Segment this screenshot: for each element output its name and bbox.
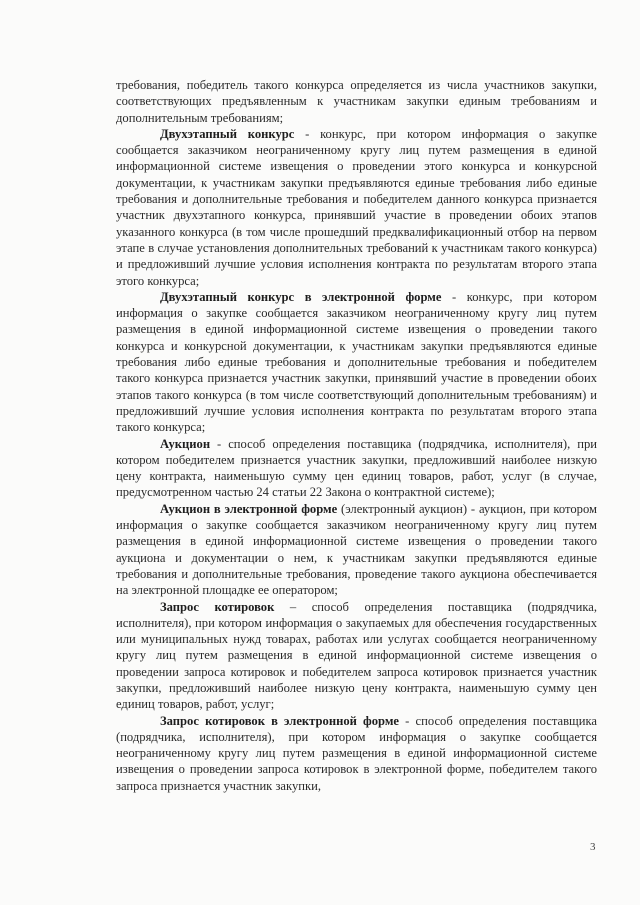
definition-text: - способ определения поставщика (подрядчика, исполнителя), при котором информация о закупке сообщается неограниченному кругу лиц путем размещения в единой информационной системе извещения о проведении запроса котировок в электронной форме, победителем такого запроса признается участник закупки, xyxy=(116,713,598,793)
definition-text: - способ определения поставщика (подрядчика, исполнителя), при котором победителем признается участник закупки, предложивший наиболее низкую цену контракта, наименьшую сумму цен единиц товаров, работ, услуг (в случае, предусмотренном частью 24 статьи 22 Закона о контрактной системе); xyxy=(116,436,597,500)
definition-text: (электронный аукцион) - аукцион, при котором информация о закупке сообщается заказчиком неограниченному кругу лиц путем размещения в единой информационной системе извещения о проведении такого аукциона и документации о нем, к участникам закупки предъявляются единые требования и дополнительные требования, проведение такого аукциона обеспечивается на электронной площадке ее оператором; xyxy=(116,501,597,598)
definition-term: Двухэтапный конкурс в электронной форме xyxy=(160,289,442,304)
paragraph-continuation xyxy=(116,77,597,126)
definition-term: Аукцион в электронной форме xyxy=(160,501,338,516)
definition-electronic-request-for-quotations xyxy=(116,713,597,794)
definition-request-for-quotations xyxy=(116,599,597,713)
definition-two-stage-contest xyxy=(116,126,597,289)
paragraph-text: требования, победитель такого конкурса определяется из числа участников закупки, соответствующих предъявленным к участникам закупки единым требованиям и дополнительным требованиям; xyxy=(116,78,597,125)
definition-text: - конкурс, при котором информация о закупке сообщается заказчиком неограниченному кругу лиц путем размещения в единой информационной системе извещения о проведении этого конкурса и конкурсной документации, к участникам закупки предъявляются единые требования либо единые требования и дополнительные требования и победителем данного конкурса признается участник двухэтапного конкурса, принявший участие в проведении обоих этапов указанного конкурса (в том числе прошедший предквалификационный отбор на первом этапе в случае установления дополнительных требований к участникам такого конкурса) и предложивший лучшие условия исполнения контракта по результатам второго этапа этого конкурса; xyxy=(116,126,597,288)
definition-electronic-auction xyxy=(116,501,597,599)
definition-term: Запрос котировок в электронной форме xyxy=(160,713,400,728)
definition-text: – способ определения поставщика (подрядчика, исполнителя), при котором информация о закупаемых для обеспечения государственных или муниципальных нужд товарах, работах или услугах сообщается неограниченному кругу лиц путем размещения в единой информационной системе извещения о проведении запроса котировок и победителем запроса котировок признается участник закупки, предложивший наиболее низкую цену контракта, наименьшую сумму цен единиц товаров, работ, услуг; xyxy=(116,599,597,712)
document-body xyxy=(116,77,597,794)
definition-term: Двухэтапный конкурс xyxy=(160,126,295,141)
definition-term: Аукцион xyxy=(160,436,211,451)
definition-auction xyxy=(116,436,597,501)
definition-text: - конкурс, при котором информация о закупке сообщается заказчиком неограниченному кругу лиц путем размещения в единой информационной системе извещения о проведении такого конкурса и конкурсной документации, к участникам закупки предъявляются единые требования либо единые требования и дополнительные требования и победителем такого конкурса признается участник закупки, принявший участие в проведении обоих этапов такого конкурса (в том числе соответствующий дополнительным требованиям) и предложивший лучшие условия исполнения контракта по результатам второго этапа такого конкурса; xyxy=(116,289,598,435)
page-number: 3 xyxy=(590,841,596,853)
definition-term: Запрос котировок xyxy=(160,599,275,614)
definition-two-stage-contest-electronic xyxy=(116,289,597,436)
